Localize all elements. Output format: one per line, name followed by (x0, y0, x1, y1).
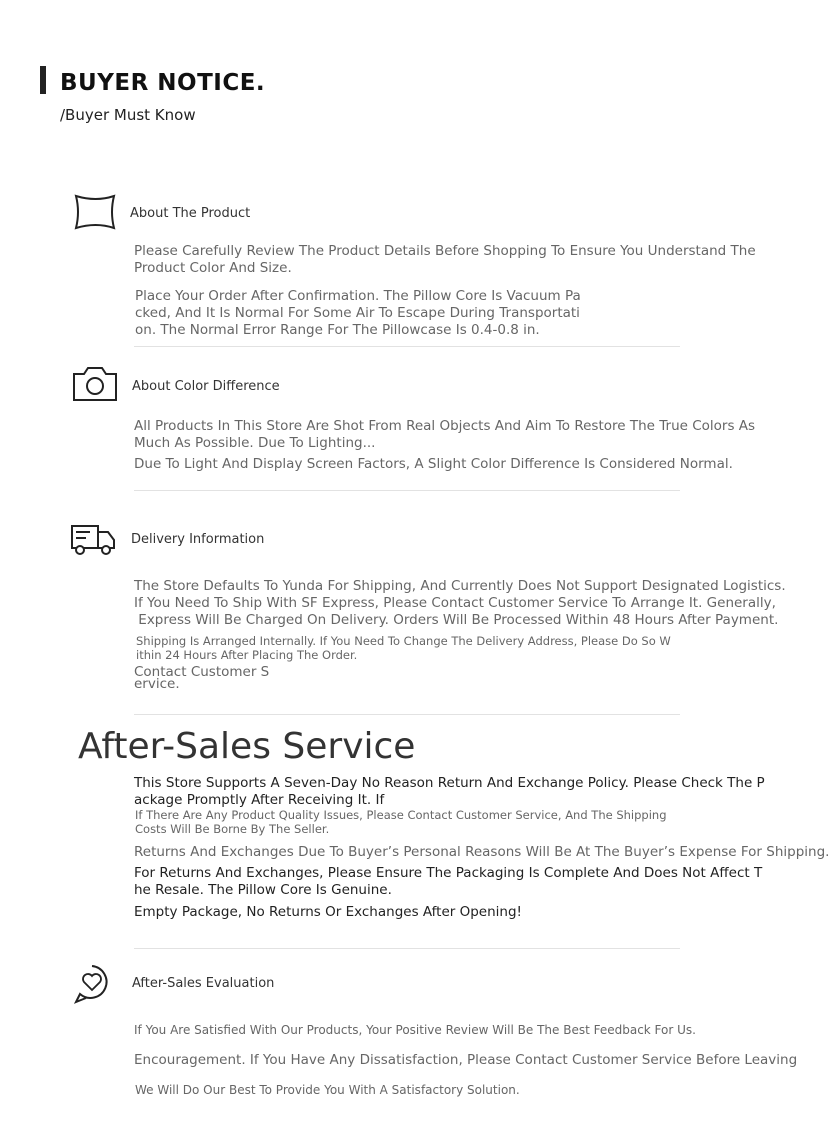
divider (134, 948, 680, 949)
heart-chat-icon (72, 962, 122, 1006)
pillow-icon (70, 190, 120, 234)
title-accent-bar (40, 66, 46, 94)
section-label-delivery: Delivery Information (131, 532, 265, 547)
evaluation-text-3: We Will Do Our Best To Provide You With A Satisfactory Solution. (135, 1083, 520, 1097)
evaluation-text-1: If You Are Satisfied With Our Products, Your Positive Review Will Be The Best Feedback For Us. (134, 1023, 696, 1037)
after-sales-text-1: This Store Supports A Seven-Day No Reason Return And Exchange Policy. Please Check The P ackage Promptly After Receiving It. If (134, 775, 765, 808)
after-sales-text-2: If There Are Any Product Quality Issues, Please Contact Customer Service, And The Shipping Costs Will Be Borne By The Seller. (135, 808, 667, 836)
page-subtitle: /Buyer Must Know (60, 106, 196, 124)
after-sales-heading: After-Sales Service (78, 726, 416, 767)
after-sales-text-3: Returns And Exchanges Due To Buyer’s Personal Reasons Will Be At The Buyer’s Expense For Shipping. (134, 844, 829, 860)
divider (134, 714, 680, 715)
color-text-2: Due To Light And Display Screen Factors, A Slight Color Difference Is Considered Normal. (134, 456, 733, 472)
product-text-1: Please Carefully Review The Product Details Before Shopping To Ensure You Understand The Product Color And Size. (134, 243, 756, 276)
product-text-2: Place Your Order After Confirmation. The Pillow Core Is Vacuum Pa cked, And It Is Normal For Some Air To Escape During Transportati on. The Normal Error Range For The Pillowcase Is 0.4-0.8 in. (135, 288, 581, 338)
delivery-text-1: The Store Defaults To Yunda For Shipping, And Currently Does Not Support Designated Logistics. If You Need To Ship With SF Express, Please Contact Customer Service To Arrange It. Generally, Express Will Be Charged On Delivery. Orders Will Be Processed Within 48 Hours After Payment. (134, 578, 786, 628)
page-title: BUYER NOTICE. (60, 70, 266, 96)
evaluation-text-2: Encouragement. If You Have Any Dissatisfaction, Please Contact Customer Service Before Leaving (134, 1052, 798, 1068)
camera-icon (70, 362, 120, 406)
delivery-text-2: Shipping Is Arranged Internally. If You Need To Change The Delivery Address, Please Do So W ithin 24 Hours After Placing The Order. (136, 634, 671, 662)
section-label-color: About Color Difference (132, 379, 280, 394)
divider (134, 490, 680, 491)
section-label-product: About The Product (130, 206, 251, 221)
delivery-text-3: Contact Customer S ervice. (134, 664, 270, 692)
after-sales-text-5: Empty Package, No Returns Or Exchanges After Opening! (134, 904, 522, 920)
delivery-truck-icon (68, 516, 118, 560)
after-sales-text-4: For Returns And Exchanges, Please Ensure The Packaging Is Complete And Does Not Affect T he Resale. The Pillow Core Is Genuine. (134, 865, 763, 898)
divider (134, 346, 680, 347)
section-label-evaluation: After-Sales Evaluation (132, 976, 275, 991)
color-text-1: All Products In This Store Are Shot From Real Objects And Aim To Restore The True Colors As Much As Possible. Due To Lighting... (134, 418, 756, 451)
